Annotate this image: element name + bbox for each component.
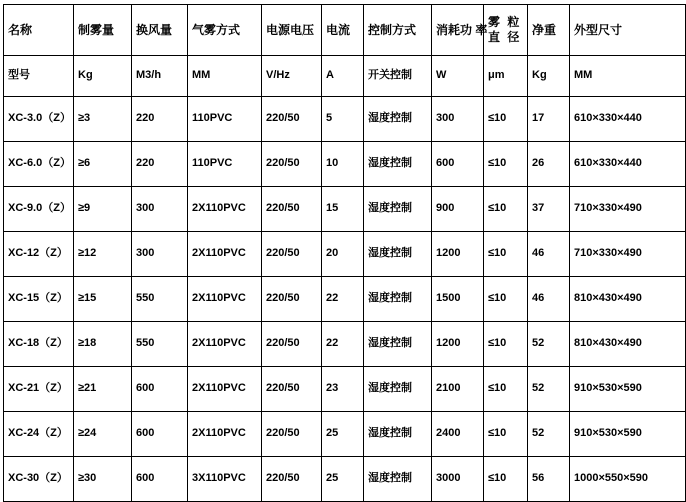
table-row xyxy=(4,142,686,187)
cell-control-method: 湿度控制 xyxy=(364,97,432,142)
cell-droplet-diameter: ≤10 xyxy=(484,232,528,277)
cell-dimensions: 810×430×490 xyxy=(570,322,686,367)
cell-voltage: 220/50 xyxy=(262,187,322,232)
unit-current: A xyxy=(322,56,364,97)
cell-fog-method: 3X110PVC xyxy=(188,457,262,502)
cell-name: XC-12（Z） xyxy=(4,232,74,277)
cell-fog-output: ≥12 xyxy=(74,232,132,277)
cell-current: 20 xyxy=(322,232,364,277)
header-control-method: 控制方式 xyxy=(364,5,432,56)
header-current: 电流 xyxy=(322,5,364,56)
cell-current: 5 xyxy=(322,97,364,142)
cell-name: XC-21（Z） xyxy=(4,367,74,412)
cell-power: 2100 xyxy=(432,367,484,412)
cell-control-method: 湿度控制 xyxy=(364,187,432,232)
cell-dimensions: 710×330×490 xyxy=(570,232,686,277)
table-row xyxy=(4,232,686,277)
cell-fog-output: ≥9 xyxy=(74,187,132,232)
cell-dimensions: 710×330×490 xyxy=(570,187,686,232)
cell-dimensions: 1000×550×590 xyxy=(570,457,686,502)
cell-control-method: 湿度控制 xyxy=(364,322,432,367)
header-fog-method: 气雾方式 xyxy=(188,5,262,56)
cell-droplet-diameter: ≤10 xyxy=(484,97,528,142)
cell-fog-output: ≥21 xyxy=(74,367,132,412)
cell-net-weight: 17 xyxy=(528,97,570,142)
cell-current: 25 xyxy=(322,457,364,502)
cell-control-method: 湿度控制 xyxy=(364,142,432,187)
table-row xyxy=(4,457,686,502)
unit-dimensions: MM xyxy=(570,56,686,97)
cell-net-weight: 52 xyxy=(528,367,570,412)
cell-voltage: 220/50 xyxy=(262,367,322,412)
header-voltage: 电源电压 xyxy=(262,5,322,56)
cell-voltage: 220/50 xyxy=(262,457,322,502)
cell-name: XC-6.0（Z） xyxy=(4,142,74,187)
header-dimensions: 外型尺寸 xyxy=(570,5,686,56)
cell-power: 1200 xyxy=(432,232,484,277)
cell-power: 1200 xyxy=(432,322,484,367)
header-power xyxy=(432,5,488,56)
cell-fog-method: 2X110PVC xyxy=(188,367,262,412)
cell-power: 2400 xyxy=(432,412,484,457)
cell-name: XC-30（Z） xyxy=(4,457,74,502)
cell-voltage: 220/50 xyxy=(262,277,322,322)
cell-fog-method: 2X110PVC xyxy=(188,187,262,232)
cell-power: 300 xyxy=(432,97,484,142)
cell-name: XC-3.0（Z） xyxy=(4,97,74,142)
cell-fog-output: ≥30 xyxy=(74,457,132,502)
cell-dimensions: 610×330×440 xyxy=(570,142,686,187)
cell-voltage: 220/50 xyxy=(262,97,322,142)
cell-droplet-diameter: ≤10 xyxy=(484,412,528,457)
table-row xyxy=(4,367,686,412)
cell-power: 900 xyxy=(432,187,484,232)
cell-fog-output: ≥6 xyxy=(74,142,132,187)
table-header-row xyxy=(4,5,686,56)
header-droplet-line2: 直 径 xyxy=(488,30,522,44)
unit-fog-method: MM xyxy=(188,56,262,97)
cell-current: 22 xyxy=(322,322,364,367)
cell-air-volume: 300 xyxy=(132,232,188,277)
cell-power: 1500 xyxy=(432,277,484,322)
header-name: 名称 xyxy=(4,5,74,56)
cell-fog-method: 110PVC xyxy=(188,142,262,187)
table-row xyxy=(4,277,686,322)
cell-current: 25 xyxy=(322,412,364,457)
cell-name: XC-9.0（Z） xyxy=(4,187,74,232)
cell-net-weight: 37 xyxy=(528,187,570,232)
cell-fog-output: ≥18 xyxy=(74,322,132,367)
header-net-weight: 净重 xyxy=(528,5,570,56)
cell-current: 15 xyxy=(322,187,364,232)
cell-dimensions: 610×330×440 xyxy=(570,97,686,142)
specification-table xyxy=(3,4,686,502)
spec-sheet xyxy=(0,4,649,485)
header-droplet-diameter xyxy=(484,5,528,56)
unit-net-weight: Kg xyxy=(528,56,570,97)
cell-control-method: 湿度控制 xyxy=(364,412,432,457)
cell-droplet-diameter: ≤10 xyxy=(484,187,528,232)
unit-air-volume: M3/h xyxy=(132,56,188,97)
cell-air-volume: 600 xyxy=(132,457,188,502)
cell-air-volume: 300 xyxy=(132,187,188,232)
cell-net-weight: 26 xyxy=(528,142,570,187)
cell-control-method: 湿度控制 xyxy=(364,232,432,277)
table-row xyxy=(4,187,686,232)
cell-control-method: 湿度控制 xyxy=(364,367,432,412)
cell-dimensions: 910×530×590 xyxy=(570,412,686,457)
cell-voltage: 220/50 xyxy=(262,322,322,367)
cell-fog-method: 110PVC xyxy=(188,97,262,142)
unit-power: W xyxy=(432,56,484,97)
cell-net-weight: 52 xyxy=(528,412,570,457)
cell-air-volume: 600 xyxy=(132,367,188,412)
cell-dimensions: 810×430×490 xyxy=(570,277,686,322)
cell-net-weight: 46 xyxy=(528,277,570,322)
cell-air-volume: 600 xyxy=(132,412,188,457)
header-power-text: 消耗功 率 xyxy=(436,22,488,37)
cell-droplet-diameter: ≤10 xyxy=(484,367,528,412)
cell-name: XC-15（Z） xyxy=(4,277,74,322)
unit-name: 型号 xyxy=(4,56,74,97)
cell-air-volume: 220 xyxy=(132,142,188,187)
cell-current: 10 xyxy=(322,142,364,187)
cell-fog-method: 2X110PVC xyxy=(188,322,262,367)
unit-droplet-diameter: μm xyxy=(484,56,528,97)
unit-control-method: 开关控制 xyxy=(364,56,432,97)
cell-voltage: 220/50 xyxy=(262,142,322,187)
cell-air-volume: 550 xyxy=(132,277,188,322)
table-row xyxy=(4,412,686,457)
unit-fog-output: Kg xyxy=(74,56,132,97)
cell-dimensions: 910×530×590 xyxy=(570,367,686,412)
cell-fog-method: 2X110PVC xyxy=(188,412,262,457)
cell-current: 23 xyxy=(322,367,364,412)
cell-name: XC-18（Z） xyxy=(4,322,74,367)
cell-air-volume: 550 xyxy=(132,322,188,367)
cell-droplet-diameter: ≤10 xyxy=(484,457,528,502)
cell-control-method: 湿度控制 xyxy=(364,277,432,322)
cell-current: 22 xyxy=(322,277,364,322)
cell-droplet-diameter: ≤10 xyxy=(484,277,528,322)
table-unit-row xyxy=(4,56,686,97)
cell-power: 3000 xyxy=(432,457,484,502)
cell-fog-method: 2X110PVC xyxy=(188,232,262,277)
cell-net-weight: 56 xyxy=(528,457,570,502)
cell-fog-output: ≥15 xyxy=(74,277,132,322)
cell-fog-method: 2X110PVC xyxy=(188,277,262,322)
cell-net-weight: 52 xyxy=(528,322,570,367)
cell-voltage: 220/50 xyxy=(262,412,322,457)
cell-fog-output: ≥24 xyxy=(74,412,132,457)
cell-power: 600 xyxy=(432,142,484,187)
cell-net-weight: 46 xyxy=(528,232,570,277)
cell-control-method: 湿度控制 xyxy=(364,457,432,502)
header-droplet-line1: 雾 粒 xyxy=(488,15,522,29)
cell-fog-output: ≥3 xyxy=(74,97,132,142)
header-air-volume: 换风量 xyxy=(132,5,188,56)
cell-air-volume: 220 xyxy=(132,97,188,142)
cell-droplet-diameter: ≤10 xyxy=(484,322,528,367)
cell-name: XC-24（Z） xyxy=(4,412,74,457)
table-row xyxy=(4,97,686,142)
table-body xyxy=(4,5,686,502)
unit-voltage: V/Hz xyxy=(262,56,322,97)
cell-droplet-diameter: ≤10 xyxy=(484,142,528,187)
table-row xyxy=(4,322,686,367)
cell-voltage: 220/50 xyxy=(262,232,322,277)
header-fog-output: 制雾量 xyxy=(74,5,132,56)
